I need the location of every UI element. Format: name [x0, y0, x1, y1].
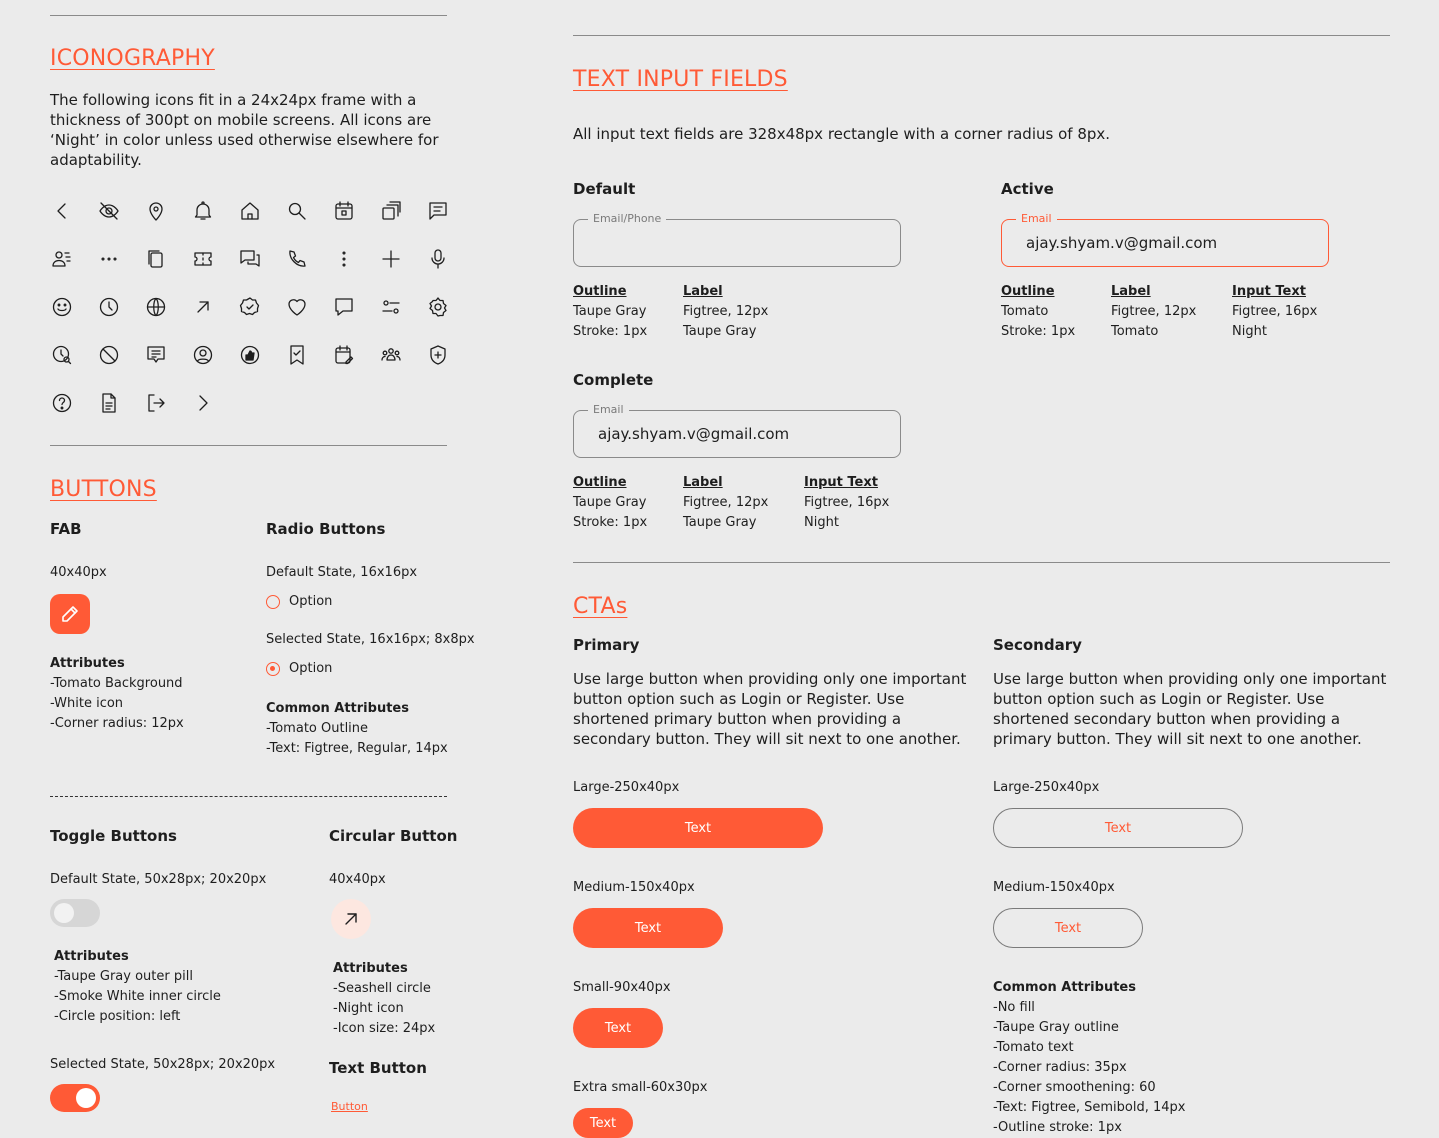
- location-pin-icon[interactable]: [144, 199, 168, 223]
- buttons-title: BUTTONS: [50, 477, 157, 502]
- contacts-icon[interactable]: [50, 247, 74, 271]
- primary-large-button[interactable]: Text: [573, 808, 823, 848]
- field-label: Email: [588, 403, 629, 416]
- bookmark-check-icon[interactable]: [285, 343, 309, 367]
- divider: [50, 15, 447, 16]
- spec-value: Figtree, 12px: [683, 304, 769, 319]
- inputs-description: All input text fields are 328x48px rectangle with a corner radius of 8px.: [573, 125, 1111, 143]
- toggle-heading: Toggle Buttons: [50, 827, 177, 845]
- radio-heading: Radio Buttons: [266, 520, 386, 538]
- ban-icon[interactable]: [97, 343, 121, 367]
- spec-value: Tomato: [1111, 324, 1159, 339]
- email-field-complete[interactable]: [573, 403, 901, 458]
- primary-xsmall-button[interactable]: Text: [573, 1108, 633, 1138]
- circular-size: 40x40px: [329, 872, 386, 887]
- clock-icon[interactable]: [97, 295, 121, 319]
- iconography-description: The following icons fit in a 24x24px frame with a thickness of 300pt on mobile screens. All icons are ‘Night’ in color unless used otherwise elsewhere for adaptability.: [50, 91, 439, 169]
- spec-heading: Input Text: [1232, 284, 1306, 299]
- toggle-knob: [54, 903, 74, 923]
- more-horizontal-icon[interactable]: [97, 247, 121, 271]
- spec-column: [683, 282, 768, 342]
- divider: [573, 35, 1390, 36]
- fab-attributes: [50, 654, 184, 734]
- search-icon[interactable]: [285, 199, 309, 223]
- radio-selected-label: Selected State, 16x16px; 8x8px: [266, 632, 475, 647]
- toggle-attr-heading: Attributes: [54, 949, 129, 964]
- spec-heading: Input Text: [804, 475, 878, 490]
- secondary-attr: -Corner smoothening: 60: [993, 1080, 1156, 1095]
- arrow-up-right-icon: [339, 907, 363, 935]
- smiley-icon[interactable]: [50, 295, 74, 319]
- radio-selected[interactable]: [266, 662, 280, 676]
- spec-heading: Label: [683, 284, 723, 299]
- secondary-attr: -No fill: [993, 1000, 1035, 1015]
- globe-icon[interactable]: [144, 295, 168, 319]
- circular-button[interactable]: [331, 899, 371, 939]
- spec-value: Stroke: 1px: [573, 515, 648, 530]
- spec-value: Stroke: 1px: [1001, 324, 1076, 339]
- spec-column: [1111, 282, 1196, 342]
- field-value: ajay.shyam.v@gmail.com: [1026, 234, 1218, 252]
- secondary-medium-label: Medium-150x40px: [993, 880, 1115, 895]
- message-text-icon[interactable]: [144, 343, 168, 367]
- spec-value: Figtree, 12px: [1111, 304, 1197, 319]
- secondary-attr: -Corner radius: 35px: [993, 1060, 1127, 1075]
- spec-value: Stroke: 1px: [573, 324, 648, 339]
- primary-medium-button[interactable]: Text: [573, 908, 723, 948]
- primary-xsmall-label: Extra small-60x30px: [573, 1080, 708, 1095]
- settings-icon[interactable]: [426, 295, 450, 319]
- chat-bubble-icon[interactable]: [332, 295, 356, 319]
- secondary-attr: -Tomato text: [993, 1040, 1074, 1055]
- dashed-divider: [50, 796, 447, 797]
- radio-selected-option-label: Option: [289, 661, 333, 676]
- toggle-selected-label: Selected State, 50x28px; 20x20px: [50, 1057, 276, 1072]
- field-label: Email/Phone: [588, 212, 666, 225]
- help-circle-icon[interactable]: [50, 391, 74, 415]
- fab-attr: -Corner radius: 12px: [50, 716, 184, 731]
- divider: [573, 562, 1390, 563]
- secondary-attributes: [993, 978, 1185, 1138]
- input-default-heading: Default: [573, 180, 636, 198]
- primary-small-label: Small-90x40px: [573, 980, 671, 995]
- secondary-attr-heading: Common Attributes: [993, 980, 1136, 995]
- group-icon[interactable]: [379, 343, 403, 367]
- radio-unselected[interactable]: [266, 595, 280, 609]
- radio-attributes: [266, 699, 448, 759]
- copy-icon[interactable]: [144, 247, 168, 271]
- spec-column: [1001, 282, 1075, 342]
- secondary-medium-button[interactable]: Text: [993, 908, 1143, 948]
- ctas-title: CTAs: [573, 594, 628, 619]
- toggle-off[interactable]: [50, 899, 100, 927]
- spec-value: Night: [804, 515, 839, 530]
- spec-value: Taupe Gray: [683, 515, 757, 530]
- spec-heading: Outline: [573, 284, 627, 299]
- arrow-up-right-icon[interactable]: [191, 295, 215, 319]
- secondary-heading: Secondary: [993, 636, 1082, 654]
- fab-attr: -Tomato Background: [50, 676, 183, 691]
- calendar-icon[interactable]: [332, 199, 356, 223]
- primary-medium-label: Medium-150x40px: [573, 880, 695, 895]
- sliders-icon[interactable]: [379, 295, 403, 319]
- spec-value: Figtree, 16px: [1232, 304, 1318, 319]
- primary-heading: Primary: [573, 636, 640, 654]
- spec-column: [573, 473, 647, 533]
- divider: [50, 445, 447, 446]
- primary-large-label: Large-250x40px: [573, 780, 680, 795]
- primary-small-button[interactable]: Text: [573, 1008, 663, 1048]
- fab-button[interactable]: [50, 594, 90, 634]
- toggle-attr: -Taupe Gray outer pill: [54, 969, 193, 984]
- shield-plus-icon[interactable]: [426, 343, 450, 367]
- field-label: Email: [1016, 212, 1057, 225]
- user-circle-icon[interactable]: [191, 343, 215, 367]
- secondary-large-label: Large-250x40px: [993, 780, 1100, 795]
- spec-heading: Outline: [1001, 284, 1055, 299]
- spec-column: [1232, 282, 1317, 342]
- spec-value: Figtree, 12px: [683, 495, 769, 510]
- inputs-title: TEXT INPUT FIELDS: [573, 67, 788, 92]
- secondary-attr: -Outline stroke: 1px: [993, 1120, 1122, 1135]
- fab-attr: -White icon: [50, 696, 124, 711]
- more-vertical-icon[interactable]: [332, 247, 356, 271]
- secondary-attr: -Taupe Gray outline: [993, 1020, 1119, 1035]
- radio-attr: -Tomato Outline: [266, 721, 369, 736]
- toggle-default-label: Default State, 50x28px; 20x20px: [50, 872, 267, 887]
- chat-bubbles-icon[interactable]: [238, 247, 262, 271]
- fab-heading: FAB: [50, 520, 82, 538]
- message-lines-icon[interactable]: [426, 199, 450, 223]
- circular-attr-heading: Attributes: [333, 961, 408, 976]
- spec-value: Tomato: [1001, 304, 1049, 319]
- radio-attr: -Text: Figtree, Regular, 14px: [266, 741, 448, 756]
- toggle-attr: -Circle position: left: [54, 1009, 181, 1024]
- circular-heading: Circular Button: [329, 827, 458, 845]
- secondary-large-button[interactable]: Text: [993, 808, 1243, 848]
- thumbs-up-icon[interactable]: [238, 343, 262, 367]
- toggle-knob: [76, 1088, 96, 1108]
- spec-heading: Label: [683, 475, 723, 490]
- toggle-attr: -Smoke White inner circle: [54, 989, 221, 1004]
- iconography-title: ICONOGRAPHY: [50, 46, 215, 71]
- email-phone-field-default[interactable]: [573, 212, 901, 267]
- pencil-icon: [58, 602, 82, 626]
- fab-size: 40x40px: [50, 565, 107, 580]
- plus-icon[interactable]: [379, 247, 403, 271]
- email-field-active[interactable]: [1001, 212, 1329, 267]
- input-active-heading: Active: [1001, 180, 1054, 198]
- spec-column: [804, 473, 889, 533]
- radio-attr-heading: Common Attributes: [266, 701, 409, 716]
- microphone-icon[interactable]: [426, 247, 450, 271]
- gallery-icon[interactable]: [379, 199, 403, 223]
- toggle-on[interactable]: [50, 1084, 100, 1112]
- circular-attr: -Seashell circle: [333, 981, 431, 996]
- spec-column: [683, 473, 768, 533]
- calendar-edit-icon[interactable]: [332, 343, 356, 367]
- circular-attr: -Icon size: 24px: [333, 1021, 436, 1036]
- clock-search-icon[interactable]: [50, 343, 74, 367]
- secondary-attr: -Text: Figtree, Semibold, 14px: [993, 1100, 1186, 1115]
- input-complete-heading: Complete: [573, 371, 654, 389]
- home-icon[interactable]: [238, 199, 262, 223]
- spec-value: Night: [1232, 324, 1267, 339]
- badge-check-icon[interactable]: [238, 295, 262, 319]
- circular-attr: -Night icon: [333, 1001, 404, 1016]
- spec-column: [573, 282, 647, 342]
- document-icon[interactable]: [97, 391, 121, 415]
- radio-option-label: Option: [289, 594, 333, 609]
- spec-value: Taupe Gray: [573, 495, 647, 510]
- secondary-description: Use large button when providing only one important button option such as Login or Register. Use shortened secondary button when providing a primary button. They will sit next to one another.: [993, 670, 1387, 748]
- chevron-left-icon[interactable]: [50, 199, 74, 223]
- eye-off-icon[interactable]: [97, 199, 121, 223]
- logout-icon[interactable]: [144, 391, 168, 415]
- spec-value: Figtree, 16px: [804, 495, 890, 510]
- chevron-right-icon[interactable]: [191, 391, 215, 415]
- spec-value: Taupe Gray: [683, 324, 757, 339]
- radio-default-label: Default State, 16x16px: [266, 565, 418, 580]
- bell-notification-icon[interactable]: [191, 199, 215, 223]
- field-value: ajay.shyam.v@gmail.com: [598, 425, 790, 443]
- heart-icon[interactable]: [285, 295, 309, 319]
- text-button[interactable]: Button: [331, 1100, 368, 1113]
- toggle-attributes: [54, 947, 221, 1027]
- phone-icon[interactable]: [285, 247, 309, 271]
- spec-heading: Label: [1111, 284, 1151, 299]
- primary-description: Use large button when providing only one important button option such as Login or Register. Use shortened primary button when providing a secondary button. They will sit next to one another.: [573, 670, 967, 748]
- spec-value: Taupe Gray: [573, 304, 647, 319]
- text-button-heading: Text Button: [329, 1059, 427, 1077]
- ticket-icon[interactable]: [191, 247, 215, 271]
- circular-attributes: [333, 959, 435, 1039]
- spec-heading: Outline: [573, 475, 627, 490]
- fab-attr-heading: Attributes: [50, 656, 125, 671]
